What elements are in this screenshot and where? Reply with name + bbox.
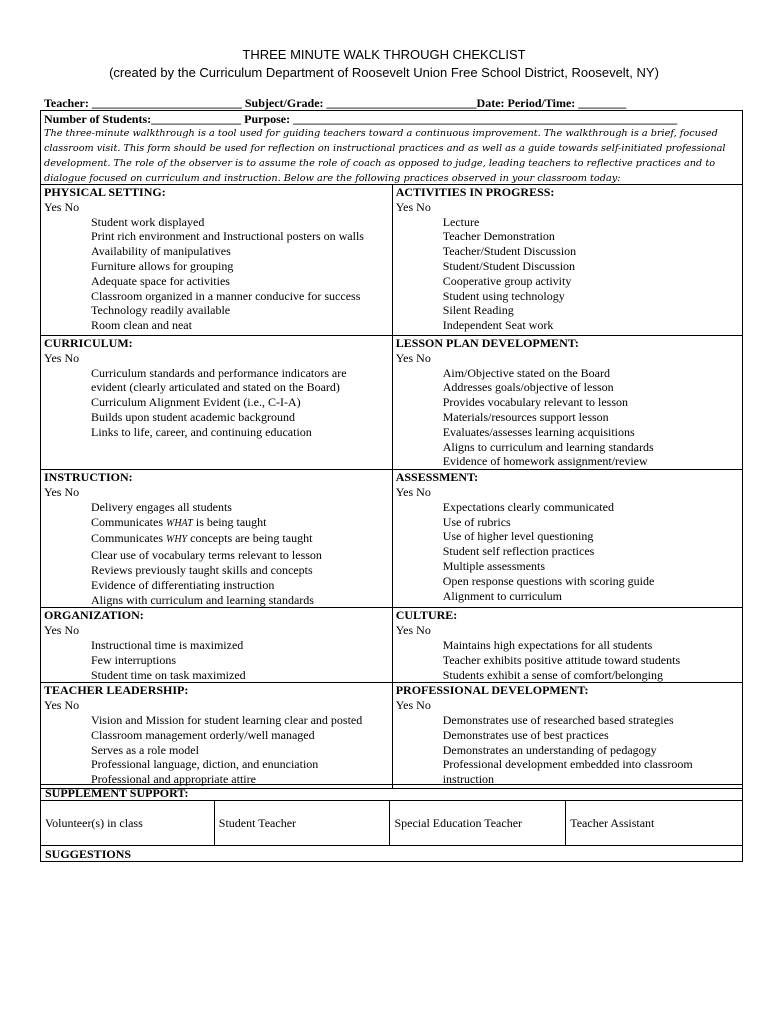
section-title: ORGANIZATION: [44,608,144,623]
checklist-item[interactable]: Print rich environment and Instructional posters on walls [91,229,364,244]
checklist-item[interactable]: Student self reflection practices [442,544,595,559]
yes-no-label: Yes No [44,484,80,499]
checklist-item[interactable]: Demonstrates use of researched based strategies [442,712,674,727]
checklist-item[interactable]: Addresses goals/objective of lesson [442,380,614,395]
item-text: Communicates [91,531,166,546]
checklist-item[interactable]: Multiple assessments [442,558,546,573]
checklist-item[interactable]: Classroom management orderly/well managed [91,727,315,742]
checklist-item[interactable]: Room clean and neat [91,318,192,333]
checklist-item[interactable]: Cooperative group activity [442,273,572,288]
section-title: PHYSICAL SETTING: [44,185,166,199]
document-subtitle: (created by the Curriculum Department of Roosevelt Union Free School District, Roosevelt, NY) [109,65,659,80]
yes-no-label: Yes No [395,623,431,638]
checklist-item[interactable]: Student/Student Discussion [442,258,576,273]
header-fields[interactable]: Teacher: _________________________ Subject/Grade: _________________________Date: Period/Time: ________ [44,96,627,110]
checklist-item[interactable]: Furniture allows for grouping [91,258,234,273]
yes-no-label: Yes No [44,623,80,638]
checklist-item[interactable] [91,515,389,532]
checklist-item[interactable]: Aligns to curriculum and learning standards [442,439,654,454]
checklist-item[interactable]: Open response questions with scoring guide [442,573,655,588]
checklist-item[interactable]: Expectations clearly communicated [442,499,614,514]
supplement-option-student-teacher[interactable]: Student Teacher [214,801,390,846]
checklist-item[interactable]: Maintains high expectations for all students [442,637,653,652]
section-lesson-plan-development [392,336,742,470]
checklist-item[interactable]: Teacher Demonstration [442,229,555,244]
checklist-item[interactable]: Teacher/Student Discussion [442,244,577,259]
checklist-item[interactable]: Links to life, career, and continuing education [91,424,312,439]
yes-no-label: Yes No [44,698,80,713]
item-text: concepts are being taught [187,531,313,546]
supplement-option-special-education-teacher[interactable]: Special Education Teacher [390,801,566,846]
students-purpose-line[interactable]: Number of Students:_______________ Purpose: ________________________________________________________________ [44,112,678,126]
checklist-item[interactable]: Independent Seat work [442,318,554,333]
checklist-item[interactable]: Curriculum Alignment Evident (i.e., C-I-A) [91,395,301,410]
yes-no-label: Yes No [395,350,431,365]
info-box [40,110,743,185]
intro-text: The three-minute walkthrough is a tool used for guiding teachers toward a continuous improvement. The walkthrough is a brief, focused classroom visit. This form should be used for reflection on instructional practices and as well as a guide towards self-initiated professional development. The role of the observer is to assume the role of coach as opposed to judge, leading teachers to reflective practices and to dialogue focused on curriculum and instruction. Below are the following practices observed in your classroom today: [44,128,726,184]
checklist-item[interactable]: Lecture [442,214,480,229]
checklist-item[interactable]: Teacher exhibits positive attitude toward students [442,652,681,667]
document-title: THREE MINUTE WALK THROUGH CHEKCLIST [242,47,526,62]
item-text: is being taught [192,514,267,529]
supplement-support-title: SUPPLEMENT SUPPORT: [41,785,743,801]
supplement-option-volunteer[interactable]: Volunteer(s) in class [41,801,215,846]
yes-no-label: Yes No [44,350,80,365]
item-text: Communicates [91,514,166,529]
checklist-item[interactable]: Delivery engages all students [91,499,232,514]
section-physical-setting [41,185,393,336]
checklist-item[interactable]: Silent Reading [442,303,514,318]
yes-no-label: Yes No [395,698,431,713]
checklist-item[interactable]: Clear use of vocabulary terms relevant to lesson [91,548,322,563]
section-teacher-leadership [41,683,393,789]
item-emphasis: WHY [166,534,188,546]
checklist-item[interactable]: Builds upon student academic background [91,409,295,424]
checklist-item[interactable]: Aim/Objective stated on the Board [442,365,610,380]
checklist-item[interactable]: Evidence of homework assignment/review [442,454,648,469]
checklist-item[interactable]: Technology readily available [91,303,231,318]
suggestions-label[interactable]: SUGGESTIONS [41,846,743,862]
checklist-item[interactable] [91,531,389,548]
checklist-item[interactable]: Student work displayed [91,214,205,229]
supplement-option-teacher-assistant[interactable]: Teacher Assistant [566,801,743,846]
checklist-item[interactable]: Evidence of differentiating instruction [91,577,275,592]
checklist-item[interactable]: Professional and appropriate attire [91,772,256,787]
checklist-item[interactable]: Use of higher level questioning [442,529,594,544]
section-curriculum [41,336,393,470]
section-title: ASSESSMENT: [395,470,479,485]
checklist-item[interactable]: Availability of manipulatives [91,244,231,259]
checklist-item[interactable]: Evaluates/assesses learning acquisitions [442,424,635,439]
checklist-item[interactable]: Professional development embedded into classroom instruction [442,757,693,787]
section-organization [41,608,393,683]
checklist-item[interactable]: Serves as a role model [91,742,199,757]
checklist-item[interactable]: Reviews previously taught skills and concepts [91,562,313,577]
item-emphasis: WHAT [166,517,193,529]
checklist-item[interactable]: Demonstrates use of best practices [442,727,609,742]
checklist-item[interactable]: Aligns with curriculum and learning standards [91,592,314,607]
yes-no-label: Yes No [395,484,431,499]
yes-no-label: Yes No [395,199,431,214]
section-assessment [392,470,742,608]
checklist-item[interactable]: Student time on task maximized [91,667,246,682]
yes-no-label: Yes No [44,199,80,214]
checklist-item[interactable]: Curriculum standards and performance indicators are [91,365,347,380]
section-title: CULTURE: [395,608,458,623]
section-title: ACTIVITIES IN PROGRESS: [395,185,555,199]
checklist-item[interactable]: Classroom organized in a manner conducive for success [91,288,361,303]
section-title: LESSON PLAN DEVELOPMENT: [395,336,579,350]
checklist-item[interactable]: Demonstrates an understanding of pedagogy [442,742,657,757]
document-title-block [0,46,768,82]
checklist-grid [40,184,743,789]
section-title: PROFESSIONAL DEVELOPMENT: [395,683,589,698]
checklist-item[interactable]: Provides vocabulary relevant to lesson [442,395,628,410]
section-professional-development [392,683,742,789]
checklist-item[interactable]: Students exhibit a sense of comfort/belonging [442,667,663,682]
checklist-item[interactable]: Alignment to curriculum [442,588,563,603]
checklist-item[interactable]: Adequate space for activities [91,273,230,288]
checklist-item[interactable]: Student using technology [442,288,565,303]
checklist-item[interactable]: Professional language, diction, and enunciation [91,757,319,772]
checklist-item[interactable]: Few interruptions [91,652,176,667]
section-title: INSTRUCTION: [44,470,133,485]
section-instruction [41,470,393,608]
section-culture [392,608,742,683]
checklist-item[interactable]: Instructional time is maximized [91,637,244,652]
checklist-item[interactable]: Vision and Mission for student learning clear and posted [91,712,363,727]
section-title: TEACHER LEADERSHIP: [44,683,189,698]
section-title: CURRICULUM: [44,336,133,350]
supplement-support-table [40,784,743,862]
checklist-item[interactable]: Use of rubrics [442,514,511,529]
checklist-item[interactable]: Materials/resources support lesson [442,409,609,424]
section-activities-in-progress [392,185,742,336]
checklist-item-continued: evident (clearly articulated and stated on the Board) [91,380,340,395]
